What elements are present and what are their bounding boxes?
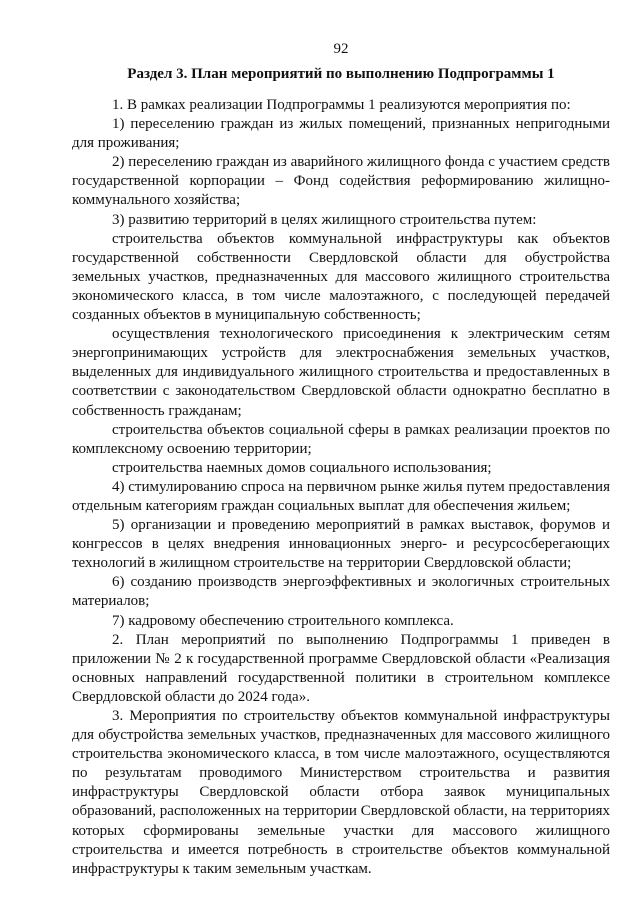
paragraph-14: 3. Мероприятия по строительству объектов коммунальной инфраструктуры для обустройства земельных участков, предназначенных для массового жилищного строительства экономического класса, в том числе малоэтажного, осуществляются по результатам проводимого Министерством строительства и развития инфраструктуры Свердловской области отбора заявок муниципальных образований, расположенных на территории Свердловской области, на территориях которых сформированы земельные участки для массового жилищного строительства и имеется потребность в строительстве объектов коммунальной инфраструктуры к таким земельным участкам. <box>72 708 610 877</box>
paragraph-6: осуществления технологического присоединения к электрическим сетям энергопринимающих устройств для электроснабжения земельных участков, выделенных для индивидуального жилищного строительства и предоставленных в соответствии с законодательством Свердловской области однократно бесплатно в собственность гражданам; <box>72 326 610 419</box>
paragraph-10: 5) организации и проведению мероприятий в рамках выставок, форумов и конгрессов в целях внедрения инновационных энерго- и ресурсосберегающих технологий в жилищном строительстве на территории Свердловской области; <box>72 517 610 572</box>
paragraph-13: 2. План мероприятий по выполнению Подпрограммы 1 приведен в приложении № 2 к государственной программе Свердловской области «Реализация основных направлений государственной политики в строительном комплексе Свердловской области до 2024 года». <box>72 631 610 705</box>
paragraph-9: 4) стимулированию спроса на первичном рынке жилья путем предоставления отдельным категориям граждан социальных выплат для обеспечения жильем; <box>72 478 610 514</box>
paragraph-3: 2) переселению граждан из аварийного жилищного фонда с участием средств государственной корпорации – Фонд содействия реформированию жилищно-коммунального хозяйства; <box>72 154 610 209</box>
paragraph-2: 1) переселению граждан из жилых помещений, признанных непригодными для проживания; <box>72 116 610 152</box>
paragraph-8: строительства наемных домов социального использования; <box>112 459 492 476</box>
document-body <box>72 96 610 879</box>
paragraph-11: 6) созданию производств энергоэффективных и экологичных строительных материалов; <box>72 574 610 610</box>
section-heading: Раздел 3. План мероприятий по выполнению Подпрограммы 1 <box>127 66 555 82</box>
page-number: 92 <box>333 41 349 57</box>
paragraph-5: строительства объектов коммунальной инфраструктуры как объектов государственной собственности Свердловской области для обустройства земельных участков, предназначенных для массового жилищного строительства экономического класса, в том числе малоэтажного, с последующей передачей созданных объектов в муниципальную собственность; <box>72 230 610 324</box>
paragraph-4: 3) развитию территорий в целях жилищного строительства путем: <box>112 211 537 228</box>
paragraph-7: строительства объектов социальной сферы в рамках реализации проектов по комплексному освоению территории; <box>72 421 610 457</box>
paragraph-12: 7) кадровому обеспечению строительного комплекса. <box>112 612 454 629</box>
paragraph-1: 1. В рамках реализации Подпрограммы 1 реализуются мероприятия по: <box>112 97 571 113</box>
